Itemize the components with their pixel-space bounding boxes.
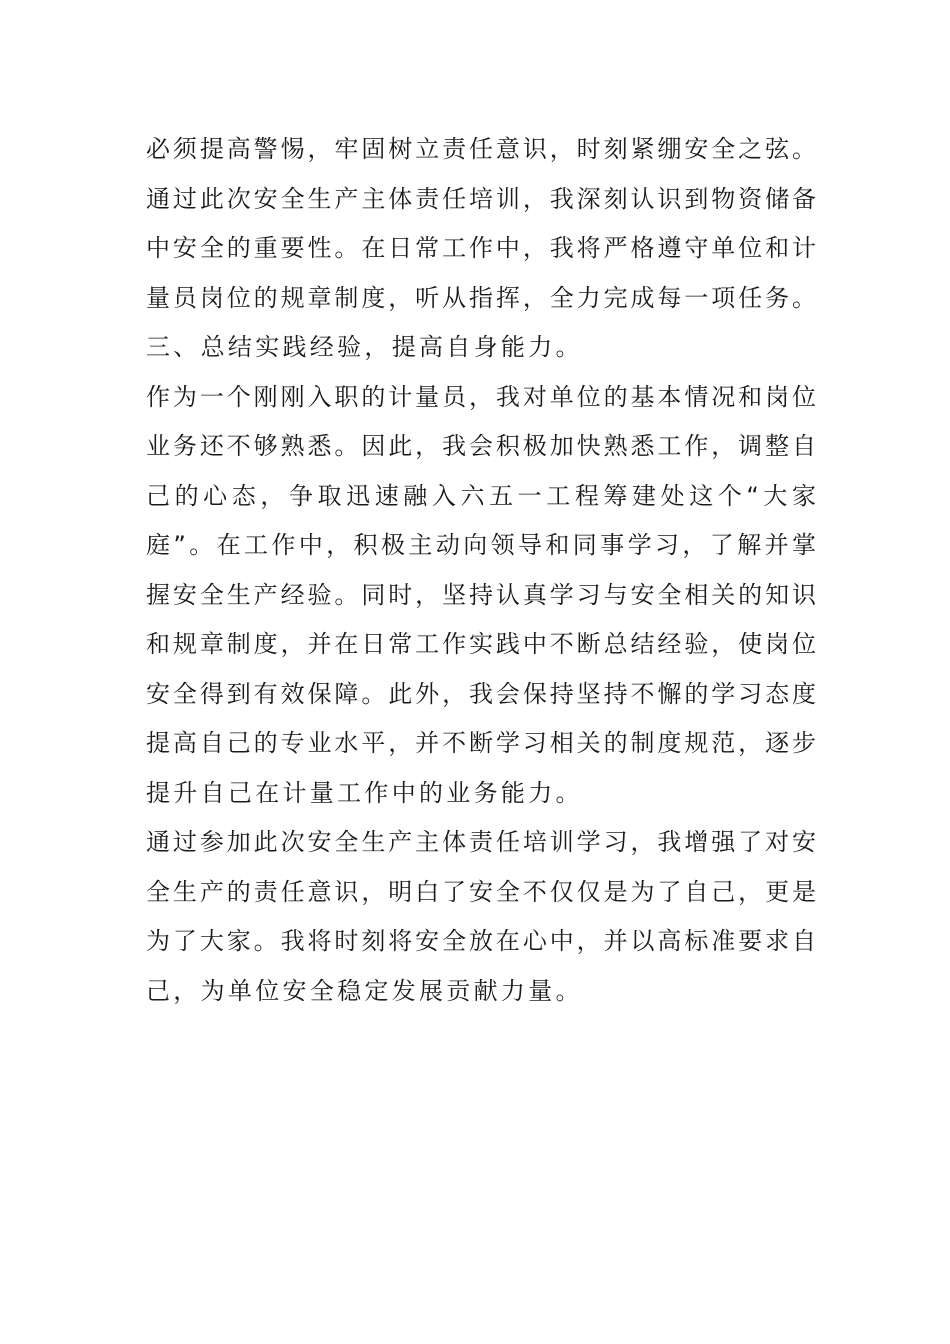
text-line: 通过参加此次安全生产主体责任培训学习，我增强了对安	[146, 828, 816, 856]
text-line: 全生产的责任意识，明白了安全不仅仅是为了自己，更是	[146, 877, 816, 906]
text-line: 量员岗位的规章制度，听从指挥，全力完成每一项任务。	[146, 283, 816, 312]
section-heading: 三、总结实践经验，提高自身能力。	[146, 333, 583, 361]
text-line: 己，为单位安全稳定发展贡献力量。	[146, 976, 583, 1005]
text-line: 作为一个刚刚入职的计量员，我对单位的基本情况和岗位	[146, 382, 816, 411]
text-line: 安全得到有效保障。此外，我会保持坚持不懈的学习态度	[146, 679, 816, 708]
text-line: 通过此次安全生产主体责任培训，我深刻认识到物资储备	[146, 184, 816, 213]
text-line: 业务还不够熟悉。因此，我会积极加快熟悉工作，调整自	[146, 432, 816, 460]
text-line: 中安全的重要性。在日常工作中，我将严格遵守单位和计	[146, 234, 816, 262]
text-line: 提升自己在计量工作中的业务能力。	[146, 778, 583, 807]
text-line: 提高自己的专业水平，并不断学习相关的制度规范，逐步	[146, 729, 816, 757]
text-line: 庭”。在工作中，积极主动向领导和同事学习，了解并掌	[146, 531, 816, 559]
text-line: 为了大家。我将时刻将安全放在心中，并以高标准要求自	[146, 927, 816, 955]
text-line: 握安全生产经验。同时，坚持认真学习与安全相关的知识	[146, 580, 816, 609]
text-line: 必须提高警惕，牢固树立责任意识，时刻紧绷安全之弦。	[146, 135, 816, 163]
text-line: 己的心态，争取迅速融入六五一工程筹建处这个“大家	[146, 481, 816, 510]
body-text	[146, 125, 816, 1016]
text-line: 和规章制度，并在日常工作实践中不断总结经验，使岗位	[146, 630, 816, 658]
